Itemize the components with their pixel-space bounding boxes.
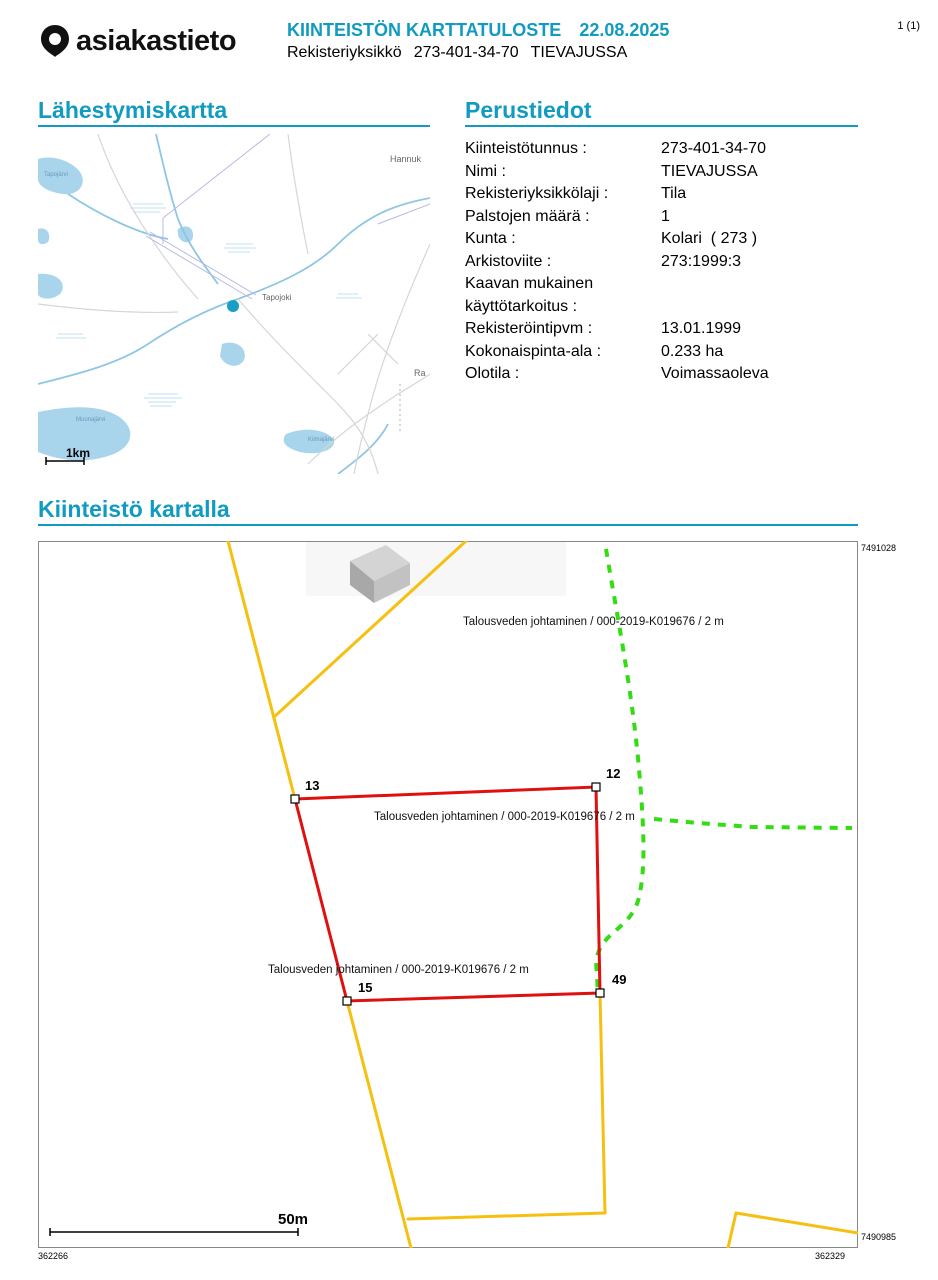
info-label: Kiinteistötunnus : xyxy=(465,140,587,157)
asiakastieto-logo xyxy=(40,24,236,58)
logo-text: asiakastieto xyxy=(76,24,237,57)
coord-east-left: 362266 xyxy=(38,1251,69,1261)
info-label: Rekisteriyksikkölaji : xyxy=(465,185,609,202)
info-label: Palstojen määrä : xyxy=(465,207,590,225)
doc-title: KIINTEISTÖN KARTTATULOSTE xyxy=(287,20,562,40)
info-row xyxy=(465,273,769,296)
unit-name: TIEVAJUSSA xyxy=(530,44,628,61)
basic-info-table xyxy=(465,138,769,386)
point-label-12: 12 xyxy=(606,766,621,781)
info-value: Kolari ( 273 ) xyxy=(661,230,758,247)
boundary-point-13[interactable] xyxy=(291,795,299,803)
scale-label: 1km xyxy=(66,446,91,460)
location-marker-icon[interactable] xyxy=(227,300,239,312)
info-label: Kaavan mukainen xyxy=(465,275,594,292)
info-value: 1 xyxy=(661,207,670,225)
info-label: Kokonaispinta-ala : xyxy=(465,342,602,360)
info-row xyxy=(465,138,769,161)
coord-east-right: 362329 xyxy=(815,1251,846,1261)
point-label-15: 15 xyxy=(358,980,373,995)
document-title xyxy=(287,20,669,41)
point-label-13: 13 xyxy=(305,778,320,793)
label-tapojarvi: Tapojärvi xyxy=(44,172,69,178)
boundary-point-12[interactable] xyxy=(592,783,600,791)
info-row xyxy=(465,183,769,206)
easement-label: Talousveden johtaminen / 000-2019-K019676 / 2 m xyxy=(374,811,635,823)
info-row xyxy=(465,363,769,386)
point-label-49: 49 xyxy=(612,972,627,987)
info-row xyxy=(465,161,769,184)
info-value: 273-401-34-70 xyxy=(661,140,766,157)
basic-info-heading: Perustiedot xyxy=(465,97,858,127)
info-label: Kunta : xyxy=(465,230,516,247)
info-row xyxy=(465,228,769,251)
easement-label: Talousveden johtaminen / 000-2019-K019676 / 2 m xyxy=(268,964,529,976)
info-row xyxy=(465,296,769,319)
info-row xyxy=(465,318,769,341)
label-ra: Ra xyxy=(414,368,426,378)
unit-subtitle xyxy=(287,44,627,62)
info-value: Voimassaoleva xyxy=(661,365,769,382)
info-value: 0.233 ha xyxy=(661,342,724,360)
info-value: 13.01.1999 xyxy=(661,320,742,337)
info-value: 273:1999:3 xyxy=(661,252,742,270)
label-kiimajarvi: Kiimajärvi xyxy=(308,437,335,443)
info-row xyxy=(465,206,769,229)
coord-north-top: 7491028 xyxy=(861,543,897,553)
scale-label: 50m xyxy=(278,1211,309,1228)
info-label: Arkistoviite : xyxy=(465,252,552,270)
location-pin-icon xyxy=(40,24,70,58)
info-label: Rekisteröintipvm : xyxy=(465,320,593,337)
map-frame xyxy=(39,542,858,1248)
info-label: käyttötarkoitus : xyxy=(465,297,578,315)
doc-date: 22.08.2025 xyxy=(579,20,670,40)
property-map-heading: Kiinteistö kartalla xyxy=(38,496,858,526)
label-tapojoki: Tapojoki xyxy=(262,293,292,302)
easement-label: Talousveden johtaminen / 000-2019-K019676 / 2 m xyxy=(463,616,724,628)
page-number: 1 (1) xyxy=(897,20,920,32)
boundary-point-49[interactable] xyxy=(596,989,604,997)
overview-map-heading: Lähestymiskartta xyxy=(38,97,430,127)
coord-north-bottom: 7490985 xyxy=(861,1232,897,1242)
property-map[interactable] xyxy=(38,541,858,1248)
label-hannuk: Hannuk xyxy=(390,154,422,164)
info-value: TIEVAJUSSA xyxy=(661,162,758,180)
label-muonajarvi: Muonajärvi xyxy=(76,417,106,423)
overview-map[interactable] xyxy=(38,134,430,474)
boundary-point-15[interactable] xyxy=(343,997,351,1005)
info-value: Tila xyxy=(661,185,687,202)
unit-label: Rekisteriyksikkö xyxy=(287,44,402,61)
info-label: Olotila : xyxy=(465,365,520,382)
unit-id: 273-401-34-70 xyxy=(413,44,519,61)
info-row xyxy=(465,251,769,274)
info-row xyxy=(465,341,769,364)
info-label: Nimi : xyxy=(465,162,506,180)
